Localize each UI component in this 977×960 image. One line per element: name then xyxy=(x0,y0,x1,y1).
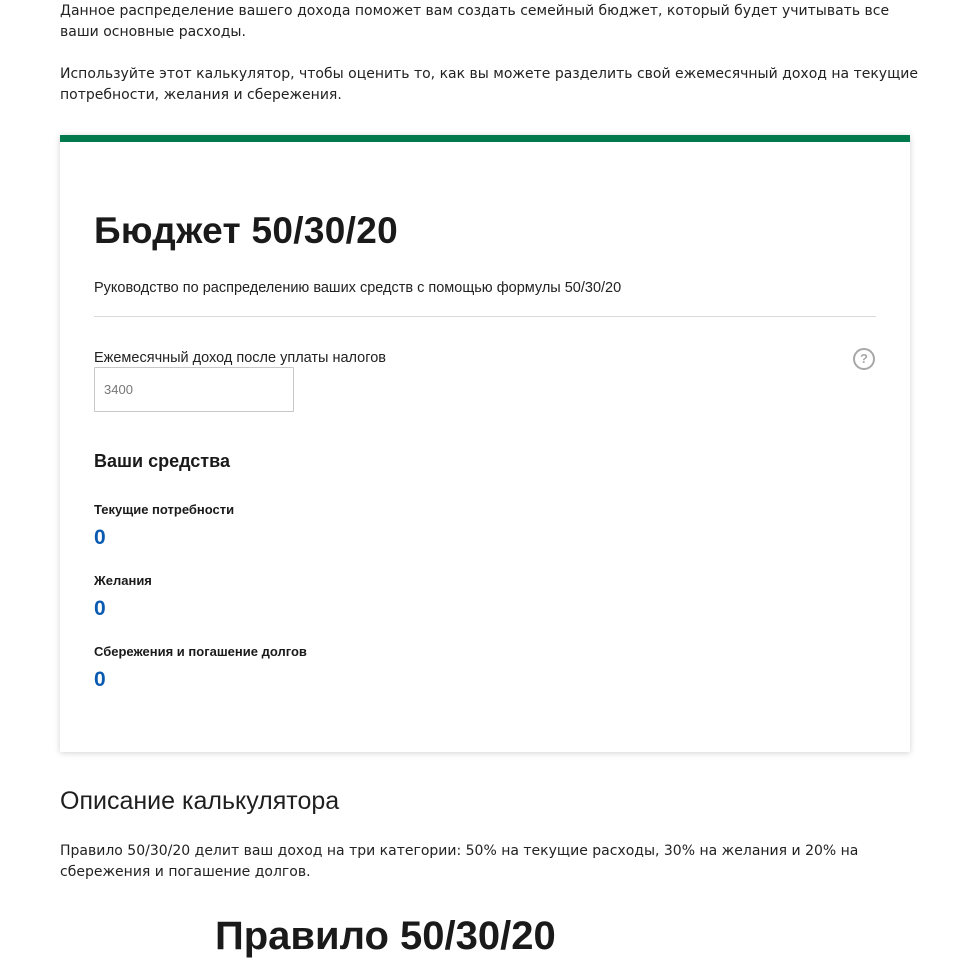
intro-paragraph-1: Данное распределение вашего дохода поможет вам создать семейный бюджет, который будет учитывать все ваши основные расходы. xyxy=(60,3,890,40)
description-text: Правило 50/30/20 делит ваш доход на три категории: 50% на текущие расходы, 30% на желания и 20% на сбережения и погашение долгов. xyxy=(60,843,859,880)
wants-label: Желания xyxy=(94,573,152,588)
budget-calculator-card xyxy=(60,135,910,752)
intro-paragraph-2: Используйте этот калькулятор, чтобы оценить то, как вы можете разделить свой ежемесячный доход на текущие потребности, желания и сбережения. xyxy=(60,66,918,103)
savings-label: Сбережения и погашение долгов xyxy=(94,644,307,659)
question-circle-icon[interactable]: ? xyxy=(853,348,875,370)
divider xyxy=(94,316,876,317)
calculator-subtitle: Руководство по распределению ваших средств с помощью формулы 50/30/20 xyxy=(94,280,622,296)
description-heading: Описание калькулятора xyxy=(60,787,340,815)
income-label: Ежемесячный доход после уплаты налогов xyxy=(94,350,386,366)
needs-value: 0 xyxy=(94,526,106,549)
savings-value: 0 xyxy=(94,668,106,691)
calculator-title: Бюджет 50/30/20 xyxy=(94,210,398,251)
needs-label: Текущие потребности xyxy=(94,502,235,517)
rule-banner-heading: Правило 50/30/20 xyxy=(215,914,556,958)
wants-value: 0 xyxy=(94,597,106,620)
funds-heading: Ваши средства xyxy=(94,451,230,471)
income-input[interactable] xyxy=(94,367,294,412)
